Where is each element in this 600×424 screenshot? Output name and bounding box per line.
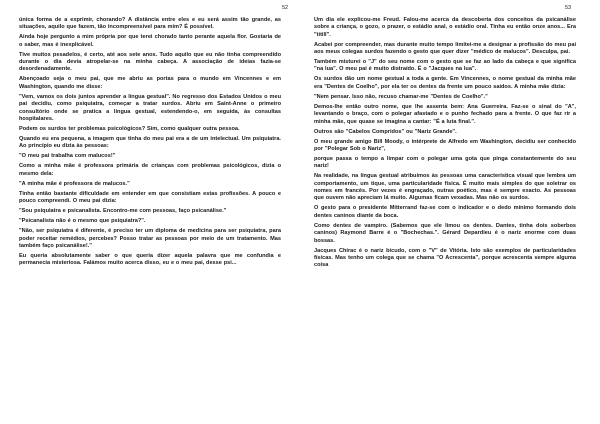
paragraph: "A minha mãe é professora de malucos." [19,180,130,187]
paragraph: Tinha então bastante dificuldade em entender em que consistiam estas profissões. A pouco e pouco compreendi. O meu pai dizia: [19,190,281,205]
paragraph: Acabei por compreender, mas durante muito tempo limitei-me a designar a profissão do meu pai aos meus colegas surdos fazendo o gesto que quer dizer "médico de malucos". Desculpa, pai. [314,41,576,56]
paragraph: "Não, ser psiquiatra é diferente, é preciso ter um diploma de medicina para ser psiquiatra, para poder receitar remédios, percebes? Posso tratar as pessoas por meio de um tratamento. Mas também faço psicanálise!." [19,228,281,249]
paragraph: O meu grande amigo Bill Moody, o intérprete de Alfredo em Washington, decidiu ser conhecido por "Polegar Sob o Nariz", [314,138,576,152]
paragraph: Tive muitos pesadelos, é certo, até aos sete anos. Tudo aquilo que eu não tinha compreendido durante o dia devia atropelar-se na minha cabeça. A associação de ideias fazia-se desordenadamente. [19,51,281,73]
left-text-column [19,17,281,270]
right-page [300,0,600,424]
paragraph: Podem os surdos ter problemas psicológicos? Sim, como qualquer outra pessoa. [19,125,240,132]
paragraph: O gesto para o presidente Mitterrand faz-se com o indicador e o dedo mínimo formando dois dentes caninos diante da boca. [314,205,576,219]
paragraph: "Psicanalista não é o mesmo que psiquiatra?". [19,218,146,225]
paragraph: Como a minha mãe é professora primária de crianças com problemas psicológicos, dizia o mesmo dela: [19,163,281,177]
paragraph: Eu queria absolutamente saber o que queria dizer aquela palavra que me confundia e permanecia misteriosa. Falámos muito acerca disso, eu e o meu pai, desse psi... [19,252,281,267]
paragraph: Como dentes de vampiro. (Sabemos que ele limou os dentes. Dantes, tinha dois soberbos caninos) Raymond Barre é o "Bochechas.". Gérard Depardieu é o nariz enorme com duas bossas. [314,222,576,244]
paragraph: Um dia ele explicou-me Freud. Falou-me acerca da descoberta dos conceitos da psicanálise sobre a criança, o gozo, o prazer, o estádio anal, o estádio oral. Tinha eu então onze anos... Era "titill". [314,17,576,38]
paragraph: "Vem, vamos os dois juntos aprender a língua gestual". No regresso dos Estados Unidos o meu pai decidiu, como psiquiatra, começar a tratar surdos. Abriu em Saint-Anne o primeiro consultório onde se pratica a língua gestual, estendendo-o, em seguida, às consultas hospitalares. [19,93,281,122]
left-page-number: 52 [282,5,289,11]
paragraph: Na realidade, na língua gestual atribuímos às pessoas uma característica visual que lembra um comportamento, um tique, uma particularidade física. É muito mais simples do que soletrar os nomes em francês. Por vezes é engraçado, outras poético, mas é sempre exacto. As pessoas que ouvem não apreciam lá muito. Algumas ficam vexadas. Mas não os surdos. [314,173,576,202]
right-page-number: 53 [565,5,572,11]
paragraph: Também misturei o "J" do seu nome com o gesto que se faz ao lado da cabeça e que significa "na lua". O meu pai é muito distraído. É o "Jacques na lua". [314,59,576,73]
paragraph: Ainda hoje pergunto a mim própria por que terei chorado tanto perante aquela flor. Gostaria de o saber, mas é inexplicável. [19,34,281,48]
paragraph: Quando eu era pequena, a imagem que tinha do meu pai era a de um intelectual. Um psiquiatra. Ao princípio eu dizia às pessoas: [19,135,281,150]
paragraph: "Nem pensar. Isso não, recuso chamar-me "Dentes de Coelho"." [314,93,488,100]
right-text-column [314,17,576,272]
paragraph: Demos-lhe então outro nome, que lhe assenta bem: Ana Guerreira. Faz-se o sinal do "A", levantando o braço, com o polegar afastado e o punho fechado para a frente. O que faz rir a minha mãe, que quase se imagina a cantar: "É a luta final.". [314,103,576,125]
paragraph: "O meu pai trabalha com malucos!" [19,153,116,160]
paragraph: única forma de a exprimir, chorando? A distância entre eles e eu será assim tão grande, as situações, aquilo que fazem, tão incompreensível para mim? É possível. [19,17,281,31]
paragraph: "Sou psiquiatra e psicanalista. Encontro-me com pessoas, faço psicanálise." [19,208,227,215]
paragraph: Os surdos dão um nome gestual a toda a gente. Em Vincennes, o nome gestual da minha mãe era "Dentes de Coelho", por ela ter os dentes da frente um pouco saídos. A minha mãe dizia: [314,76,576,90]
paragraph: Abençoado seja o meu pai, que me abriu as portas para o mundo em Vincennes e em Washington, quando me disse: [19,76,281,90]
paragraph: porque passa o tempo a limpar com o polegar uma gota que pinga constantemente do seu nariz! [314,156,576,170]
paragraph: Jacques Chirac é o nariz bicudo, com o "V" de Vitória. Isto são exemplos de particularidades físicas. Mas tenho um colega que se chama "O Acrescenta", porque acrescenta sempre alguma coisa [314,247,576,269]
paragraph: Outros são "Cabelos Compridos" ou "Nariz Grande". [314,128,457,135]
